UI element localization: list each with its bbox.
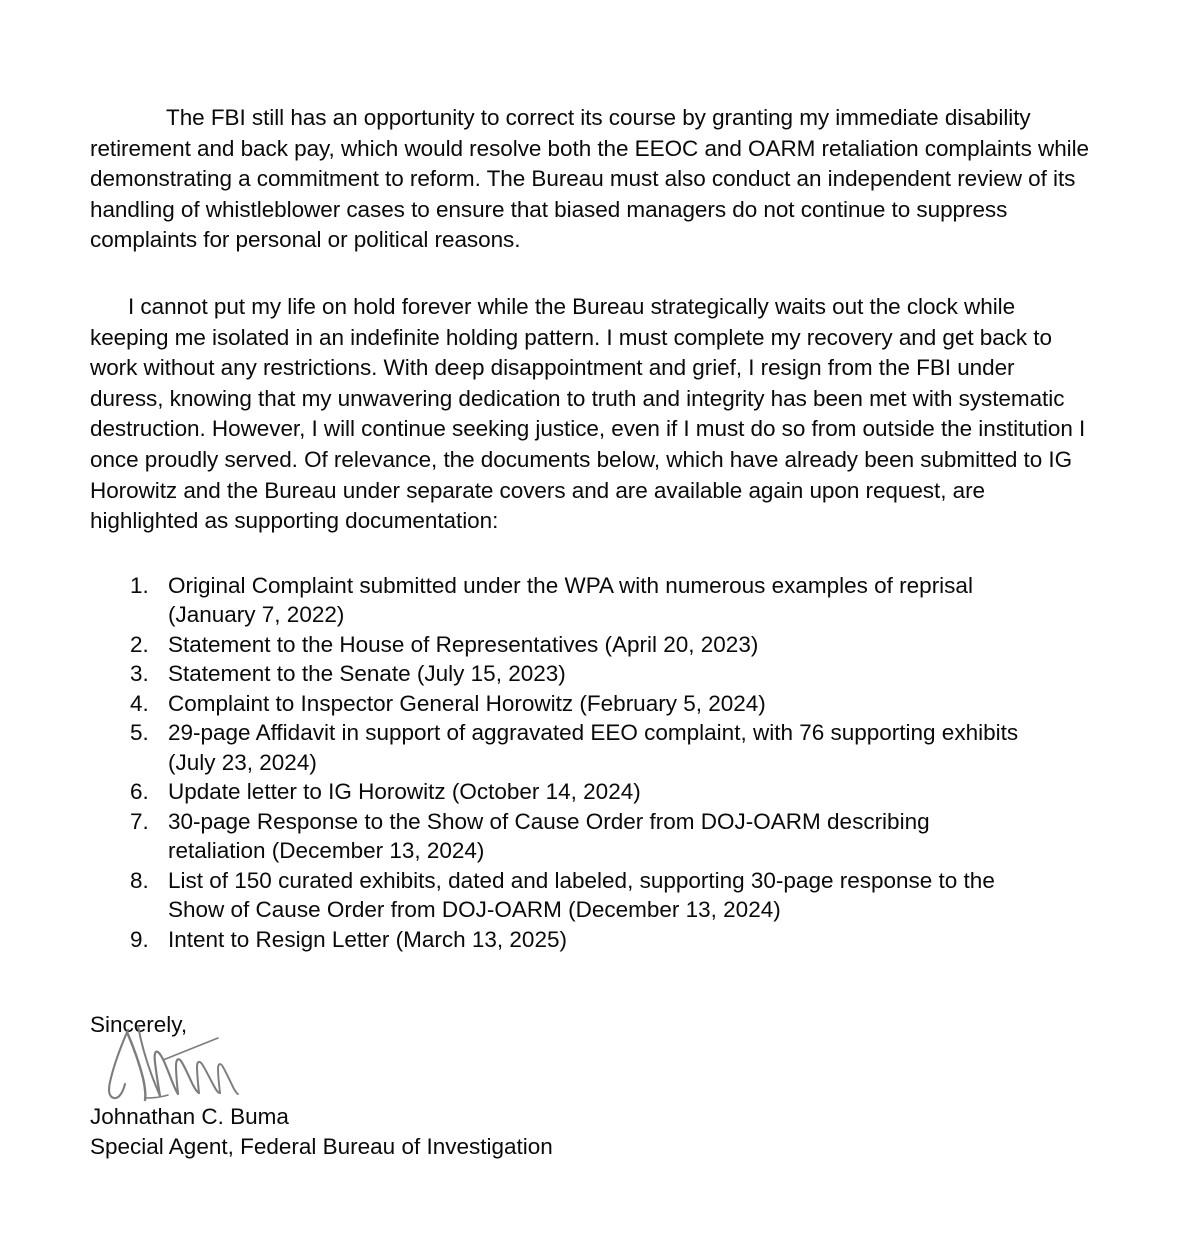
list-item-text: Statement to the Senate (July 15, 2023) <box>168 661 566 687</box>
list-item-number: 6. <box>130 779 149 805</box>
list-item-number: 9. <box>130 926 149 952</box>
list-item <box>90 866 1020 925</box>
closing-block <box>90 1010 1090 1162</box>
salutation: Sincerely, <box>90 1012 188 1038</box>
list-item <box>90 777 1020 807</box>
list-item-text: Intent to Resign Letter (March 13, 2025) <box>168 926 567 952</box>
list-item <box>90 689 1020 719</box>
signature-area <box>90 1036 330 1102</box>
list-item <box>90 630 1020 660</box>
list-item-text: Original Complaint submitted under the WPA with numerous examples of reprisal (January 7, 2022) <box>168 572 973 628</box>
list-item-number: 4. <box>130 690 149 716</box>
list-item-text: Statement to the House of Representatives (April 20, 2023) <box>168 631 759 657</box>
letter-body <box>90 103 1090 1162</box>
paragraph-remedy-request: The FBI still has an opportunity to correct its course by granting my immediate disability retirement and back pay, which would resolve both the EEOC and OARM retaliation complaints while demonstrating a commitment to reform. The Bureau must also conduct an independent review of its handling of whistleblower cases to ensure that biased managers do not continue to suppress complaints for personal or political reasons. <box>90 105 1090 253</box>
list-item-number: 5. <box>130 720 149 746</box>
list-item-number: 8. <box>130 867 149 893</box>
list-item-number: 1. <box>130 572 149 598</box>
list-item-text: Update letter to IG Horowitz (October 14, 2024) <box>168 779 641 805</box>
list-item <box>90 718 1020 777</box>
list-item-text: 29-page Affidavit in support of aggravated EEO complaint, with 76 supporting exhibits (July 23, 2024) <box>168 720 1019 775</box>
signer-title: Special Agent, Federal Bureau of Investigation <box>90 1133 553 1159</box>
list-item-text: Complaint to Inspector General Horowitz (February 5, 2024) <box>168 690 766 716</box>
paragraph-resignation-statement: I cannot put my life on hold forever while the Bureau strategically waits out the clock while keeping me isolated in an indefinite holding pattern. I must complete my recovery and get back to work without any restrictions. With deep disappointment and grief, I resign from the FBI under duress, knowing that my unwavering dedication to truth and integrity has been met with systematic destruction. However, I will continue seeking justice, even if I must do so from outside the institution I once proudly served. Of relevance, the documents below, which have already been submitted to IG Horowitz and the Bureau under separate covers and are available again upon request, are highlighted as supporting documentation: <box>90 293 1086 534</box>
list-item-text: List of 150 curated exhibits, dated and labeled, supporting 30-page response to the Show of Cause Order from DOJ-OARM (December 13, 2024) <box>168 867 995 923</box>
list-item-number: 2. <box>130 631 149 657</box>
list-item <box>90 925 1020 955</box>
signer-name: Johnathan C. Buma <box>90 1103 289 1129</box>
list-item <box>90 659 1020 689</box>
list-item-number: 3. <box>130 661 149 687</box>
list-item-number: 7. <box>130 808 149 834</box>
list-item <box>90 807 1020 866</box>
supporting-documents-list <box>90 571 1090 955</box>
list-item <box>90 571 1020 630</box>
list-item-text: 30-page Response to the Show of Cause Order from DOJ-OARM describing retaliation (December 13, 2024) <box>168 808 930 864</box>
